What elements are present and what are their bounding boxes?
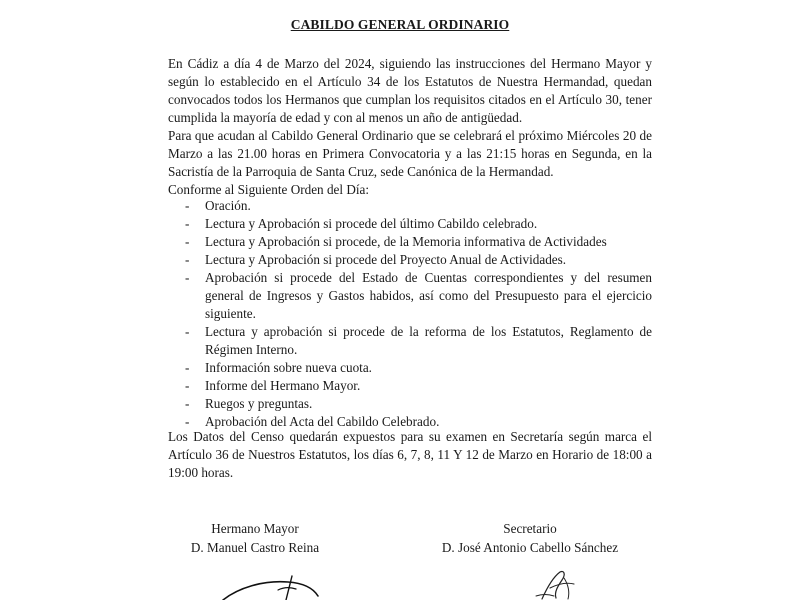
agenda-item-text: Lectura y Aprobación si procede del Proyecto Anual de Actividades.: [205, 252, 567, 267]
agenda-item: [168, 359, 652, 377]
agenda-item: [168, 323, 652, 359]
bullet-dash: -: [185, 198, 190, 213]
agenda-item: [168, 215, 652, 233]
agenda-item-text: Ruegos y preguntas.: [205, 396, 313, 411]
meeting-details-paragraph: Para que acudan al Cabildo General Ordinario que se celebrará el próximo Miércoles 20 de Marzo a las 21.00 horas en Primera Convocatoria y a las 21:15 horas en Segunda, en la Sacristía de la Parroquia de Santa Cruz, sede Canónica de la Hermandad.: [168, 128, 652, 179]
census-paragraph: Los Datos del Censo quedarán expuestos para su examen en Secretaría según marca el Artículo 36 de Nuestros Estatutos, los días 6, 7, 8, 11 Y 12 de Marzo en Horario de 18:00 a 19:00 horas.: [168, 429, 652, 480]
agenda-item-text: Aprobación del Acta del Cabildo Celebrado.: [205, 414, 440, 429]
bullet-dash: -: [185, 252, 190, 267]
document-title: CABILDO GENERAL ORDINARIO: [290, 17, 510, 32]
agenda-item-text: Información sobre nueva cuota.: [205, 360, 372, 375]
agenda-intro: Conforme al Siguiente Orden del Día:: [168, 182, 370, 197]
bullet-dash: -: [185, 378, 190, 393]
handwritten-signature-right: [520, 568, 590, 600]
agenda-item-text: Lectura y aprobación si procede de la reforma de los Estatutos, Reglamento de Régimen Interno.: [205, 324, 652, 357]
agenda-item-text: Aprobación si procede del Estado de Cuentas correspondientes y del resumen general de Ingresos y Gastos habidos, así como del Presupuesto para el ejercicio siguiente.: [205, 270, 652, 321]
bullet-dash: -: [185, 270, 190, 285]
signature-block-president: [150, 519, 360, 557]
bullet-dash: -: [185, 324, 190, 339]
agenda-item: [168, 197, 652, 215]
bullet-dash: -: [185, 414, 190, 429]
signer-role: Secretario: [503, 521, 557, 536]
agenda-list: [168, 197, 652, 431]
agenda-item-text: Lectura y Aprobación si procede del último Cabildo celebrado.: [205, 216, 538, 231]
agenda-item: [168, 395, 652, 413]
bullet-dash: -: [185, 360, 190, 375]
agenda-item-text: Lectura y Aprobación si procede, de la Memoria informativa de Actividades: [205, 234, 607, 249]
agenda-item: [168, 269, 652, 323]
agenda-item: [168, 377, 652, 395]
signature-block-secretary: [405, 519, 655, 557]
agenda-item-text: Informe del Hermano Mayor.: [205, 378, 361, 393]
bullet-dash: -: [185, 396, 190, 411]
agenda-item: [168, 251, 652, 269]
convocation-paragraph: En Cádiz a día 4 de Marzo del 2024, siguiendo las instrucciones del Hermano Mayor y según lo establecido en el Artículo 34 de los Estatutos de Nuestra Hermandad, quedan convocados todos los Hermanos que cumplan los requisitos citados en el Artículo 30, tener cumplida la mayoría de edad y con al menos un año de antigüedad.: [168, 56, 652, 125]
signer-name: D. José Antonio Cabello Sánchez: [441, 540, 619, 555]
bullet-dash: -: [185, 216, 190, 231]
agenda-item-text: Oración.: [205, 198, 251, 213]
agenda-item: [168, 233, 652, 251]
signer-role: Hermano Mayor: [211, 521, 299, 536]
handwritten-signature-left: [218, 570, 328, 600]
signer-name: D. Manuel Castro Reina: [190, 540, 320, 555]
bullet-dash: -: [185, 234, 190, 249]
